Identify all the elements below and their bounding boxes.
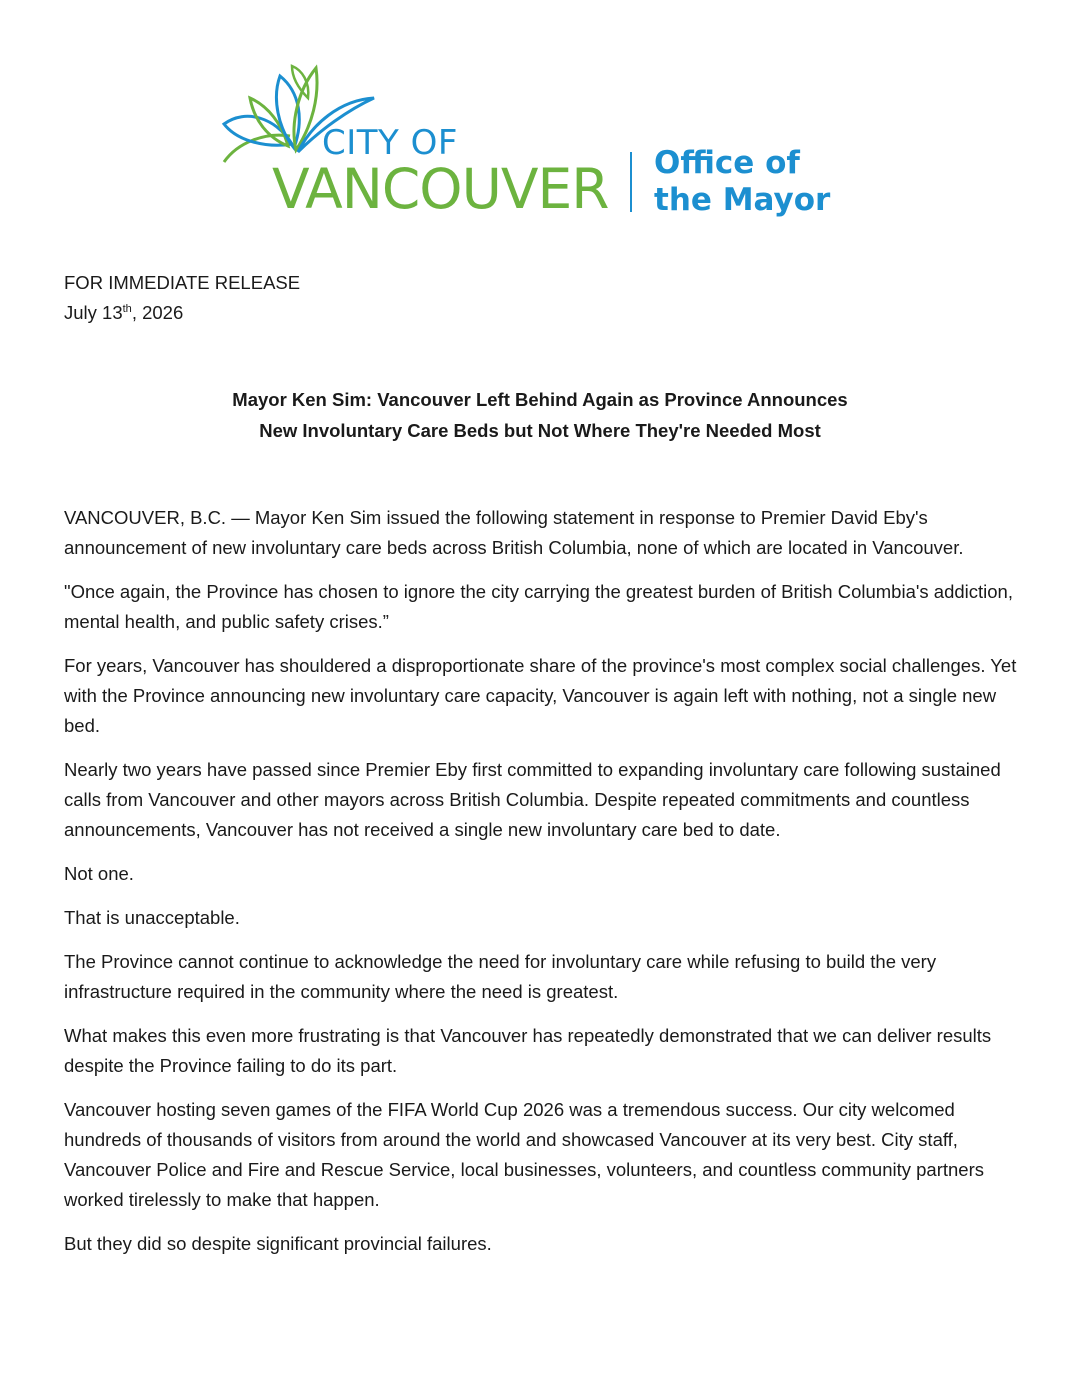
body-paragraph: But they did so despite significant provincial failures. xyxy=(64,1233,492,1254)
letterhead-divider xyxy=(630,152,632,212)
office-of-text: Office of xyxy=(654,145,800,181)
body-paragraph: That is unacceptable. xyxy=(64,907,240,928)
release-label: FOR IMMEDIATE RELEASE xyxy=(64,272,301,293)
headline-line-1: Mayor Ken Sim: Vancouver Left Behind Again as Province Announces xyxy=(232,389,848,410)
body-paragraph: Vancouver hosting seven games of the FIFA World Cup 2026 was a tremendous success. Our city welcomed hundreds of thousands of visitors from around the world and showcased Vancouver at its very best. City staff, Vancouver Police and Fire and Rescue Service, local businesses, volunteers, and countless community partners worked tirelessly to make that happen. xyxy=(64,1099,984,1210)
body-paragraph: For years, Vancouver has shouldered a disproportionate share of the province's most complex social challenges. Yet with the Province announcing new involuntary care capacity, Vancouver is again left with nothing, not a single new bed. xyxy=(64,655,1017,736)
release-date-year: , 2026 xyxy=(131,302,184,323)
letterhead xyxy=(216,58,836,228)
body-paragraph: What makes this even more frustrating is that Vancouver has repeatedly demonstrated that we can deliver results despite the Province failing to do its part. xyxy=(64,1025,992,1076)
body-paragraph: Not one. xyxy=(64,863,134,884)
release-body xyxy=(64,503,1032,1273)
release-date-ordinal: th xyxy=(122,303,132,315)
headline xyxy=(64,384,1016,446)
body-paragraph: "Once again, the Province has chosen to ignore the city carrying the greatest burden of British Columbia's addiction, mental health, and public safety crises.” xyxy=(64,581,1013,632)
body-paragraph: The Province cannot continue to acknowledge the need for involuntary care while refusing to build the very infrastructure required in the community where the need is greatest. xyxy=(64,951,937,1002)
logo-vancouver-text: VANCOUVER xyxy=(272,157,609,221)
release-date-day: July 13 xyxy=(64,302,123,323)
release-date xyxy=(64,298,300,328)
the-mayor-text: the Mayor xyxy=(654,182,831,218)
logo-city-of-text: CITY OF xyxy=(322,123,458,163)
body-paragraph: VANCOUVER, B.C. — Mayor Ken Sim issued the following statement in response to Premier David Eby's announcement of new involuntary care beds across British Columbia, none of which are located in Vancouver. xyxy=(64,507,964,558)
release-meta xyxy=(64,268,300,328)
headline-line-2: New Involuntary Care Beds but Not Where They're Needed Most xyxy=(259,420,821,441)
body-paragraph: Nearly two years have passed since Premier Eby first committed to expanding involuntary care following sustained calls from Vancouver and other mayors across British Columbia. Despite repeated commitments and countless announcements, Vancouver has not received a single new involuntary care bed to date. xyxy=(64,759,1001,840)
